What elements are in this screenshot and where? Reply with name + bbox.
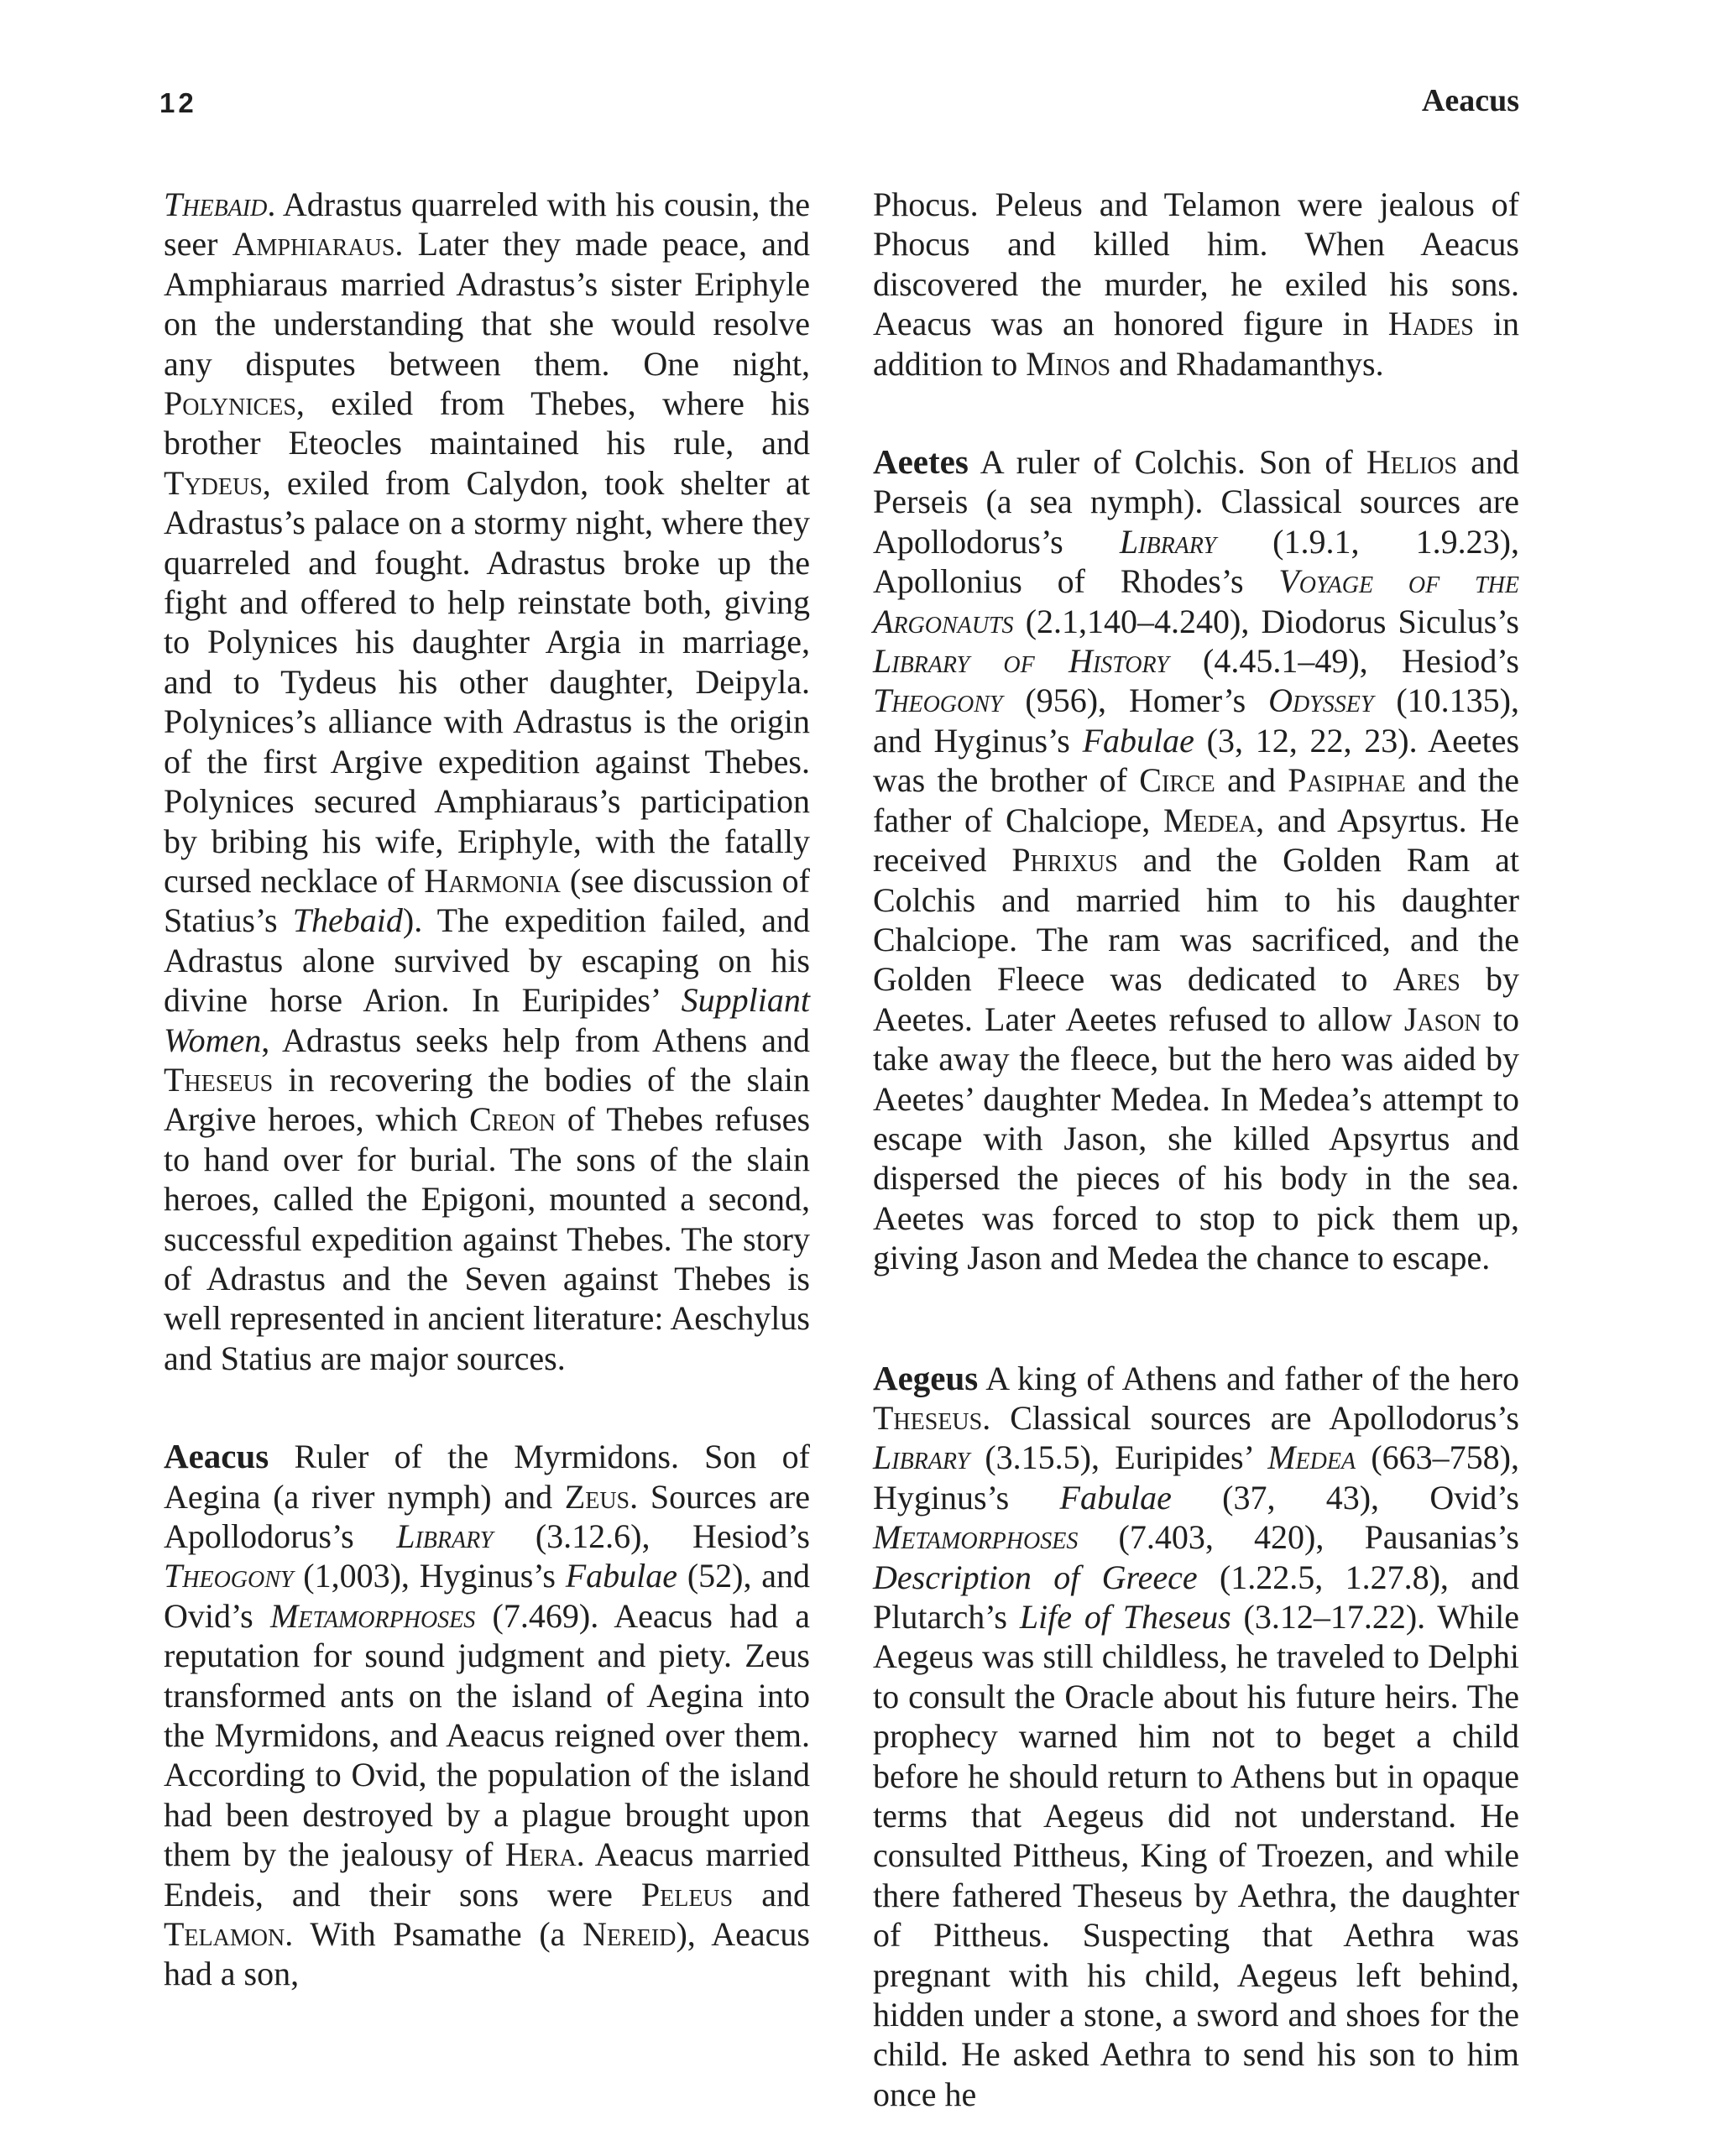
title-ref: Life of Theseus [1019,1598,1231,1636]
cross-ref: Peleus [640,1875,734,1913]
title-ref: Library of History [873,642,1169,681]
cross-ref: Polynices [164,384,296,423]
title-ref: Metamorphoses [873,1518,1079,1557]
headword: Aeacus [164,1437,269,1476]
cross-ref: Theseus [873,1398,983,1437]
text: to take away the fleece, but the hero was aided by Aeetes’ daughter Medea. In Medea’s attempt to escape with Jason, she killed Apsyrtus and dispersed the pieces of his body in the sea. Aeetes was forced to stop to pick them up, giving Jason and Medea the chance to escape. [873,1000,1519,1277]
page-number: 12 [159,87,197,118]
text: and the father of Chalciope, [873,761,1519,839]
title-ref: Odyssey [1268,681,1374,720]
cross-ref: Phrixus [1011,841,1118,880]
cross-ref: Helios [1366,443,1458,482]
text: (2.1,140–4.240), Diodorus Siculus’s [1013,602,1519,640]
cross-ref: Hades [1387,305,1474,343]
text: . Aeacus married Endeis, and their sons were [164,1835,810,1913]
title-ref: Medea [1267,1438,1356,1477]
text: (7.469). Aeacus had a reputation for sound judgment and piety. Zeus transformed ants on the island of Aegina into the Myrmidons, and Aeacus reigned over them. According to Ovid, the population of the island had been destroyed by a plague brought upon them by the jealousy of [164,1596,810,1874]
text: (1.22.5, 1.27.8), and Plutarch’s [873,1558,1519,1636]
title-ref: Theogony [164,1557,294,1595]
text: (956), Homer’s [1002,681,1269,720]
cross-ref: Tydeus [164,463,263,502]
cross-ref: Harmonia [424,861,561,900]
text: and [733,1875,810,1913]
text: (10.135), and Hyginus’s [873,681,1519,760]
entry-adrastus-continued [164,185,810,1378]
cross-ref: Hera [504,1835,577,1874]
text: and Perseis (a sea nymph). Classical sources are Apollodorus’s [873,443,1520,561]
text: (1.9.1, 1.9.23), Apollonius of Rhodes’s [873,522,1519,601]
text: by Aeetes. Later Aeetes refused to allow [873,960,1520,1038]
text: . With Psamathe (a [285,1915,583,1954]
text: and Rhadamanthys. [1110,344,1384,383]
title-ref: Library [873,1438,970,1477]
text: A ruler of Colchis. Son of [968,443,1366,482]
entry-spacer [164,1378,810,1437]
cross-ref: Pasiphae [1288,761,1406,800]
text: . Later they made peace, and Amphiaraus married Adrastus’s sister Eriphyle on the understanding that she would resolve any disputes between them. One night, [164,225,810,383]
text: (see discussion of Statius’s [164,861,810,940]
title-ref: Thebaid [292,901,403,940]
entry-aeacus-continued [873,185,1519,384]
cross-ref: Minos [1026,344,1111,383]
text: . Classical sources are Apollodorus’s [982,1398,1519,1437]
entry-spacer [873,1278,1519,1359]
text: , exiled from Calydon, took shelter at Adrastus’s palace on a stormy night, where they quarreled and fought. Adrastus broke up the fight and offered to help reinstate both, giving to Polynices his daughter Argia in marriage, and to Tydeus his other daughter, Deipyla. Polynices’s alliance with Adrastus is the origin of the first Argive expedition against Thebes. Polynices secured Amphiaraus’s participation by bribing his wife, Eriphyle, with the fatally cursed necklace of [164,463,810,900]
entry-aeacus [164,1437,810,1994]
cross-ref: Nereid [583,1915,677,1954]
text: , exiled from Thebes, where his brother Eteocles maintained his rule, and [164,384,810,462]
title-ref: Metamorphoses [269,1596,476,1635]
text: . Adrastus quarreled with his cousin, the seer [164,185,810,264]
text: ). The expedition failed, and Adrastus alone survived by escaping on his divine horse Arion. In Euripides’ [164,901,810,1020]
title-ref: Voyage of the Argonauts [873,562,1520,640]
title-ref: Library [1119,522,1216,561]
cross-ref: Amphiaraus [232,225,395,264]
title-ref: Suppliant Women [164,981,810,1059]
entry-aeetes [873,442,1519,1278]
text: (1,003), Hyginus’s [293,1557,566,1595]
text: (3, 12, 22, 23). Aeetes was the brother of [873,721,1520,800]
entry-spacer [873,384,1519,442]
cross-ref: Jason [1403,1000,1481,1038]
text: A king of Athens and father of the hero [978,1359,1519,1397]
cross-ref: Zeus [564,1477,630,1516]
text: in addition to [873,305,1519,383]
text: , Adrastus seeks help from Athens and [261,1021,810,1059]
cross-ref: Creon [469,1100,556,1139]
text: and the Golden Ram at Colchis and married him to his daughter Chalciope. The ram was sacrificed, and the Golden Fleece was dedicated to [873,841,1519,999]
text: and [1215,761,1288,800]
right-column [873,185,1519,2114]
title-ref: Theogony [873,681,1003,720]
title-ref: Description of Greece [873,1558,1198,1596]
headword: Aegeus [873,1358,979,1397]
cross-ref: Theseus [164,1060,274,1099]
title-ref: Thebaid [164,185,268,223]
text: (663–758), Hyginus’s [873,1438,1520,1517]
left-column [164,185,810,1994]
text: (4.45.1–49), Hesiod’s [1168,642,1519,681]
headword: Aeetes [873,442,969,482]
cross-ref: Medea [1163,801,1257,839]
running-head: Aeacus [1421,83,1519,118]
title-ref: Library [396,1517,494,1555]
text: of Thebes refuses to hand over for burial. The sons of the slain heroes, called the Epigoni, mounted a second, successful expedition against Thebes. The story of Adrastus and the Seven against Thebes is well represented in ancient literature: Aeschylus and Statius are major sources. [164,1100,811,1377]
text: (7.403, 420), Pausanias’s [1078,1518,1519,1557]
text: , and Apsyrtus. He received [873,801,1520,880]
entry-aegeus [873,1359,1519,2115]
title-ref: Fabulae [1082,721,1194,760]
text: (3.12–17.22). While Aegeus was still childless, he traveled to Delphi to consult the Oracle about his future heirs. The prophecy warned him not to beget a child before he should return to Athens but in opaque terms that Aegeus did not understand. He consulted Pittheus, King of Troezen, and while there fathered Theseus by Aethra, the daughter of Pittheus. Suspecting that Aethra was pregnant with his child, Aegeus left behind, hidden under a stone, a sword and shoes for the child. He asked Aethra to send his son to him once he [873,1598,1520,2113]
text: in recovering the bodies of the slain Argive heroes, which [164,1060,810,1139]
text: (3.15.5), Euripides’ [969,1438,1268,1477]
text: (3.12.6), Hesiod’s [493,1517,810,1555]
text: Ruler of the Myrmidons. Son of Aegina (a river nymph) and [164,1438,810,1516]
text: (52), and Ovid’s [164,1557,810,1635]
cross-ref: Ares [1392,960,1460,999]
text: (37, 43), Ovid’s [1171,1478,1519,1517]
text: . Sources are Apollodorus’s [164,1477,811,1555]
title-ref: Fabulae [1059,1478,1172,1517]
text: ), Aeacus had a son, [164,1915,811,1993]
cross-ref: Telamon [164,1915,285,1954]
cross-ref: Circe [1139,761,1215,800]
text: Phocus. Peleus and Telamon were jealous of Phocus and killed him. When Aeacus discovered the murder, he exiled his sons. Aeacus was an honored figure in [873,185,1519,343]
title-ref: Fabulae [565,1557,678,1595]
